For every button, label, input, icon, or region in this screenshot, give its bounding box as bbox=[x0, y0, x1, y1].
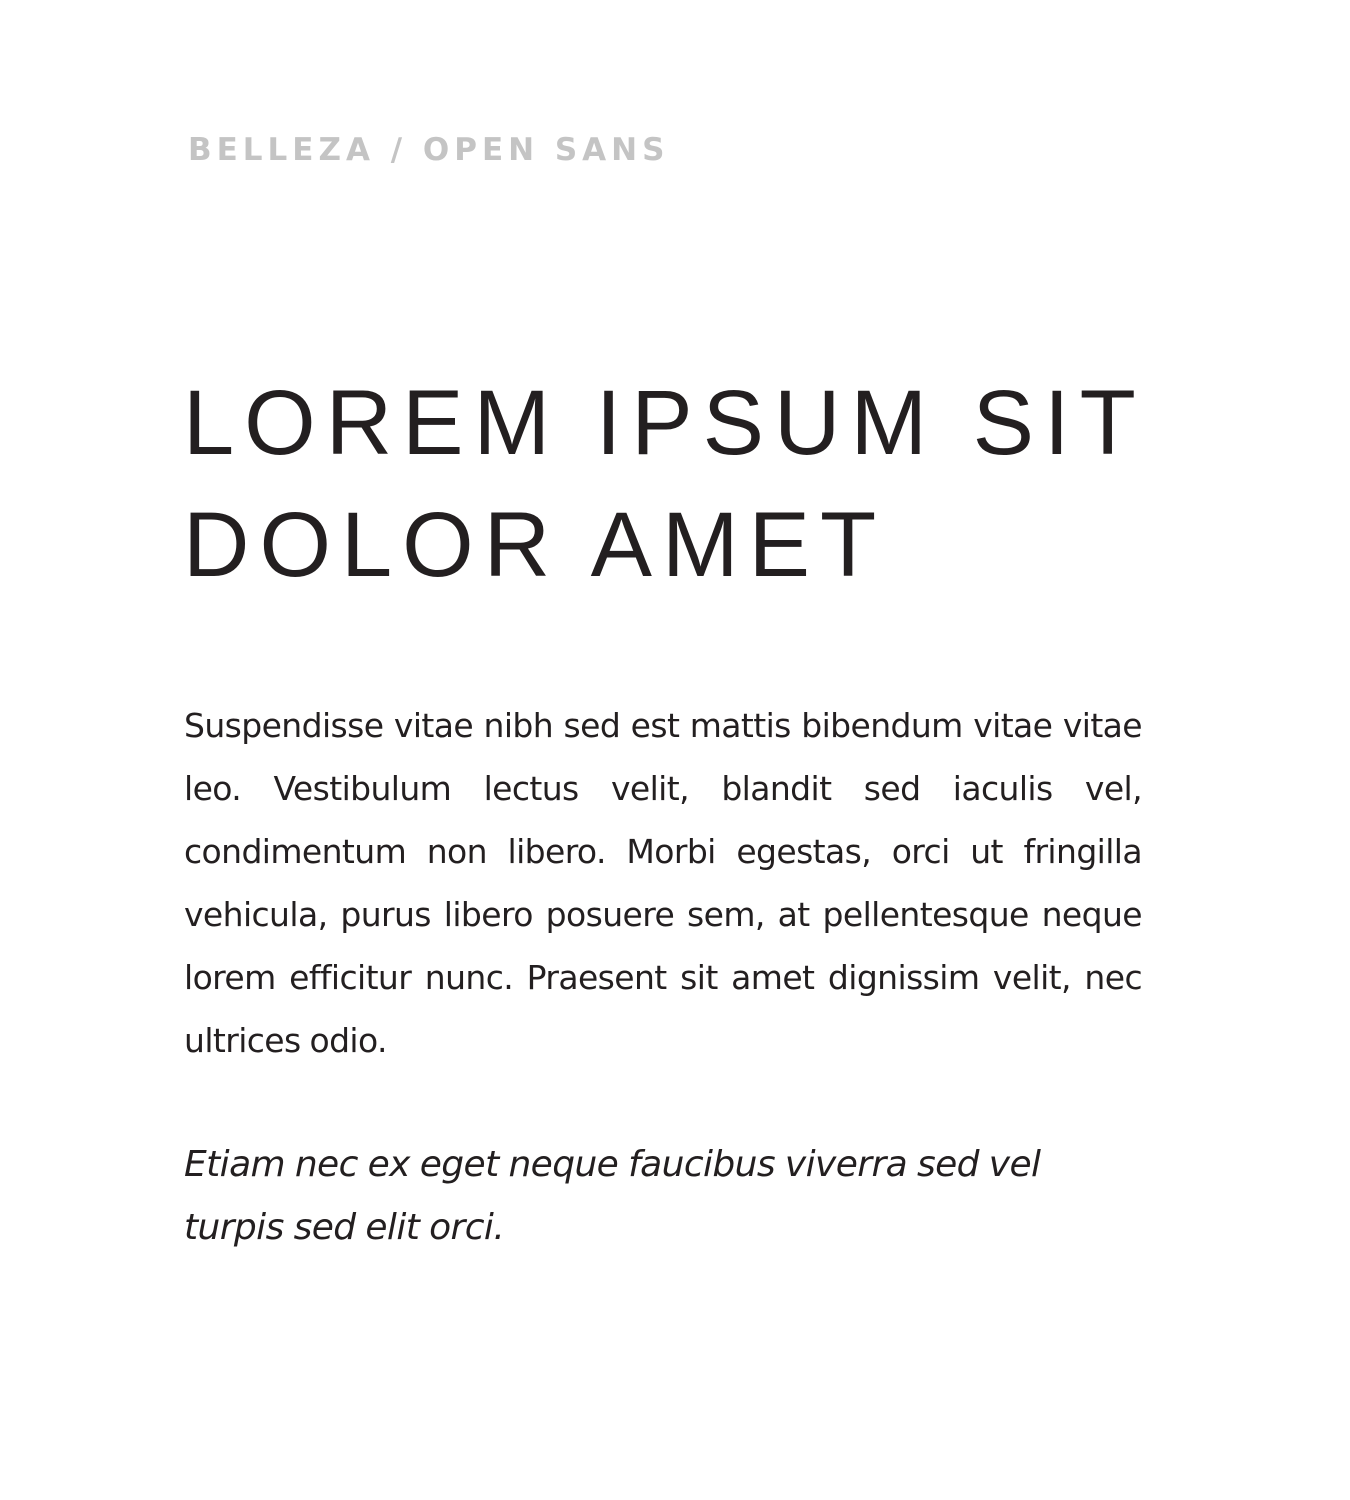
headline-line-2: DOLOR AMET bbox=[183, 494, 887, 596]
italic-paragraph: Etiam nec ex eget neque faucibus viverra sed vel turpis sed elit orci. bbox=[184, 1144, 1041, 1248]
body-paragraph: Suspendisse vitae nibh sed est mattis bibendum vitae vitae leo. Vestibulum lectus velit, blandit sed iaculis vel, condimentum non libero. Morbi egestas, orci ut fringilla vehicula, purus libero posuere sem, at pellentesque neque lorem efficitur nunc. Praesent sit amet dignissim velit, nec ultrices odio. bbox=[184, 706, 1142, 1060]
font-pair-label: BELLEZA / OPEN SANS bbox=[188, 132, 670, 168]
headline-line-1: LOREM IPSUM SIT bbox=[183, 372, 1146, 474]
headline bbox=[183, 362, 1183, 606]
